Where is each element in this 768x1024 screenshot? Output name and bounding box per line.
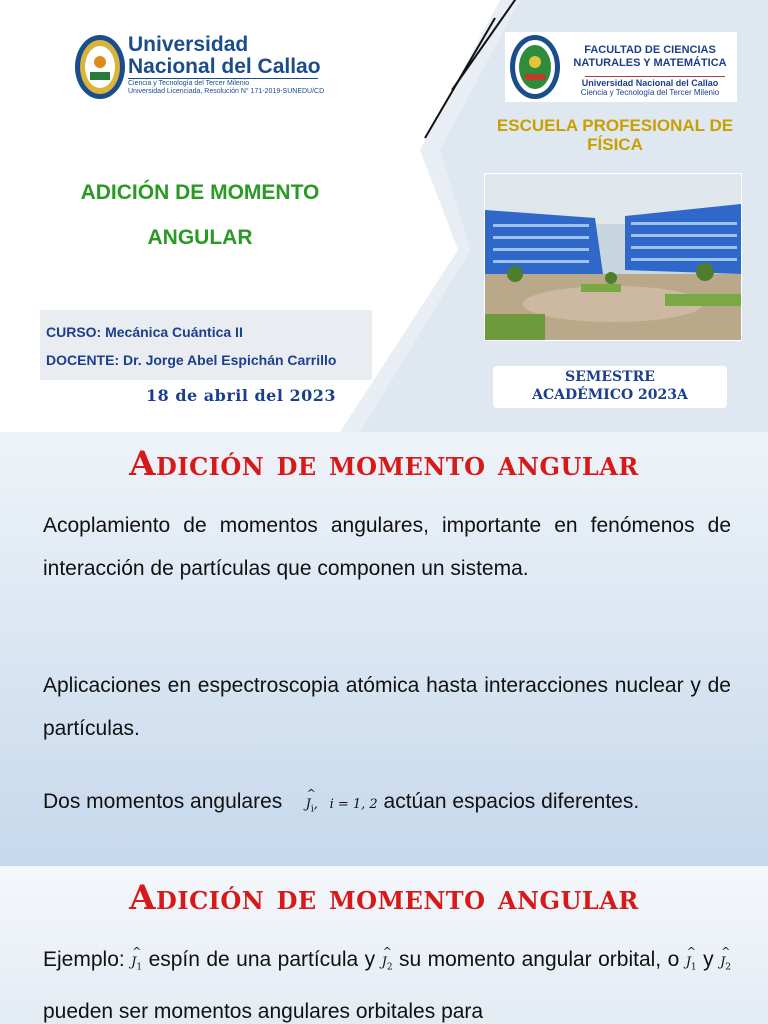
presentation-date: 18 de abril del 2023 xyxy=(146,386,337,405)
cover-title: ADICIÓN DE MOMENTO ANGULAR xyxy=(80,181,320,249)
j1-symbol-2: ^ $J_1$ xyxy=(685,945,697,973)
slide-2-paragraph-1: Acoplamiento de momentos angulares, importante en fenómenos de interacción de partículas que componen un sistema. xyxy=(43,514,731,580)
j2-symbol-2: ^ $J_2$ xyxy=(720,945,732,973)
slide-3-paragraph: Ejemplo: ^ $J_1$ espín de una partícula y ^ $J_2$ su momento angular orbital, o ^ $J_1$ y ^ $J_2$ pueden ser momentos angulares orbitales para xyxy=(43,938,731,1024)
slide-2-title: Adición de momento angular xyxy=(129,444,639,484)
faculty-divider xyxy=(585,76,725,77)
slide-3-title: Adición de momento angular xyxy=(129,878,639,918)
slide-3 xyxy=(0,866,768,1024)
faculty-badge xyxy=(505,32,737,102)
j2-symbol: ^ $J_2$ xyxy=(381,945,393,973)
slide-2-paragraph-3: Dos momentos angulares ^ $J_i$, i = 1, 2 actúan espacios diferentes. xyxy=(43,780,731,832)
cover-slide xyxy=(0,0,768,432)
university-divider xyxy=(128,78,318,79)
j1-symbol: ^ $J_1$ xyxy=(131,945,143,973)
university-name: Universidad Nacional del Callao xyxy=(128,33,321,78)
course-name: CURSO: Mecánica Cuántica II xyxy=(46,324,243,340)
university-tagline: Ciencia y Tecnología del Tercer Milenio Universidad Licenciada, Resolución N° 171-2019-SUNEDU/CD xyxy=(128,80,325,95)
j-i-symbol: ^ $J_i$, xyxy=(305,787,318,815)
school-name: ESCUELA PROFESIONAL DE FÍSICA xyxy=(496,116,734,154)
slide-2 xyxy=(0,432,768,866)
semester-badge: SEMESTRE ACADÉMICO 2023A xyxy=(493,366,727,408)
index-range: i = 1, 2 xyxy=(329,797,378,812)
unac-logo xyxy=(74,34,126,100)
faculty-logo xyxy=(509,34,561,100)
teacher-name: DOCENTE: Dr. Jorge Abel Espichán Carrillo xyxy=(46,352,337,368)
faculty-university: Universidad Nacional del Callao Ciencia y Tecnología del Tercer Milenio xyxy=(580,78,720,97)
campus-photo xyxy=(484,173,742,341)
faculty-name: FACULTAD DE CIENCIAS NATURALES Y MATEMÁTICA xyxy=(573,44,727,69)
slide-2-paragraph-2: Aplicaciones en espectroscopia atómica hasta interacciones nuclear y de partículas. xyxy=(43,674,731,740)
course-info xyxy=(40,310,372,380)
